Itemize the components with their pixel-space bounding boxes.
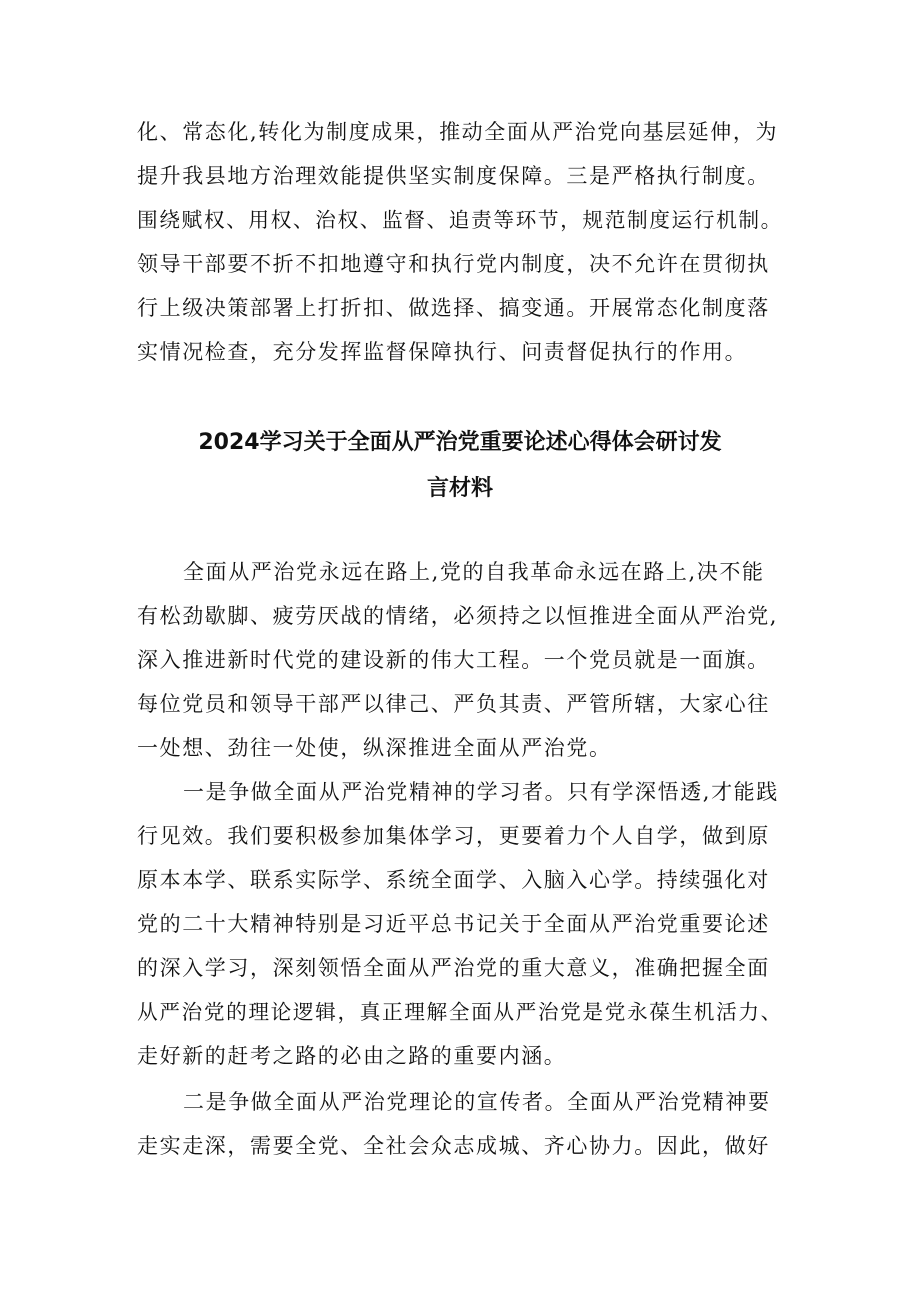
paragraph-continuation — [137, 110, 789, 374]
text-line: 行见效。我们要积极参加集体学习，更要着力个人自学，做到原 — [137, 824, 770, 848]
text-line: 一处想、劲往一处使，纵深推进全面从严治党。 — [137, 736, 612, 760]
paragraph-intro — [137, 550, 789, 770]
text-line: 党的二十大精神特别是习近平总书记关于全面从严治党重要论述 — [137, 912, 770, 936]
paragraph-one — [137, 770, 789, 1078]
text-line: 的深入学习，深刻领悟全面从严治党的重大意义，准确把握全面 — [137, 956, 770, 980]
text-line: 走好新的赶考之路的必由之路的重要内涵。 — [137, 1044, 567, 1068]
text-line: 行上级决策部署上打折扣、做选择、搞变通。开展常态化制度落 — [137, 296, 770, 320]
text-line: 全面从严治党永远在路上,党的自我革命永远在路上,决不能 — [183, 560, 765, 584]
document-title — [100, 420, 820, 512]
title-line-1: 2024学习关于全面从严治党重要论述心得体会研讨发 — [198, 430, 722, 455]
text-line: 领导干部要不折不扣地遵守和执行党内制度，决不允许在贯彻执 — [137, 252, 770, 276]
paragraph-two — [137, 1080, 789, 1168]
text-line: 深入推进新时代党的建设新的伟大工程。一个党员就是一面旗。 — [137, 648, 770, 672]
text-line: 提升我县地方治理效能提供坚实制度保障。三是严格执行制度。 — [137, 164, 770, 188]
text-line: 实情况检查，充分发挥监督保障执行、问责督促执行的作用。 — [137, 340, 748, 364]
text-line: 从严治党的理论逻辑，真正理解全面从严治党是党永葆生机活力、 — [137, 1000, 783, 1024]
text-line: 化、常态化,转化为制度成果，推动全面从严治党向基层延伸，为 — [137, 120, 779, 144]
text-line: 走实走深，需要全党、全社会众志成城、齐心协力。因此，做好 — [137, 1134, 770, 1158]
text-line: 一是争做全面从严治党精神的学习者。只有学深悟透,才能践 — [183, 780, 779, 804]
text-line: 原本本学、联系实际学、系统全面学、入脑入心学。持续强化对 — [137, 868, 770, 892]
text-line: 围绕赋权、用权、治权、监督、追责等环节，规范制度运行机制。 — [137, 208, 783, 232]
text-line: 每位党员和领导干部严以律己、严负其责、严管所辖，大家心往 — [137, 692, 770, 716]
title-line-2: 言材料 — [426, 476, 493, 501]
text-line: 二是争做全面从严治党理论的宣传者。全面从严治党精神要 — [183, 1090, 771, 1114]
text-line: 有松劲歇脚、疲劳厌战的情绪，必须持之以恒推进全面从严治党, — [137, 604, 779, 628]
